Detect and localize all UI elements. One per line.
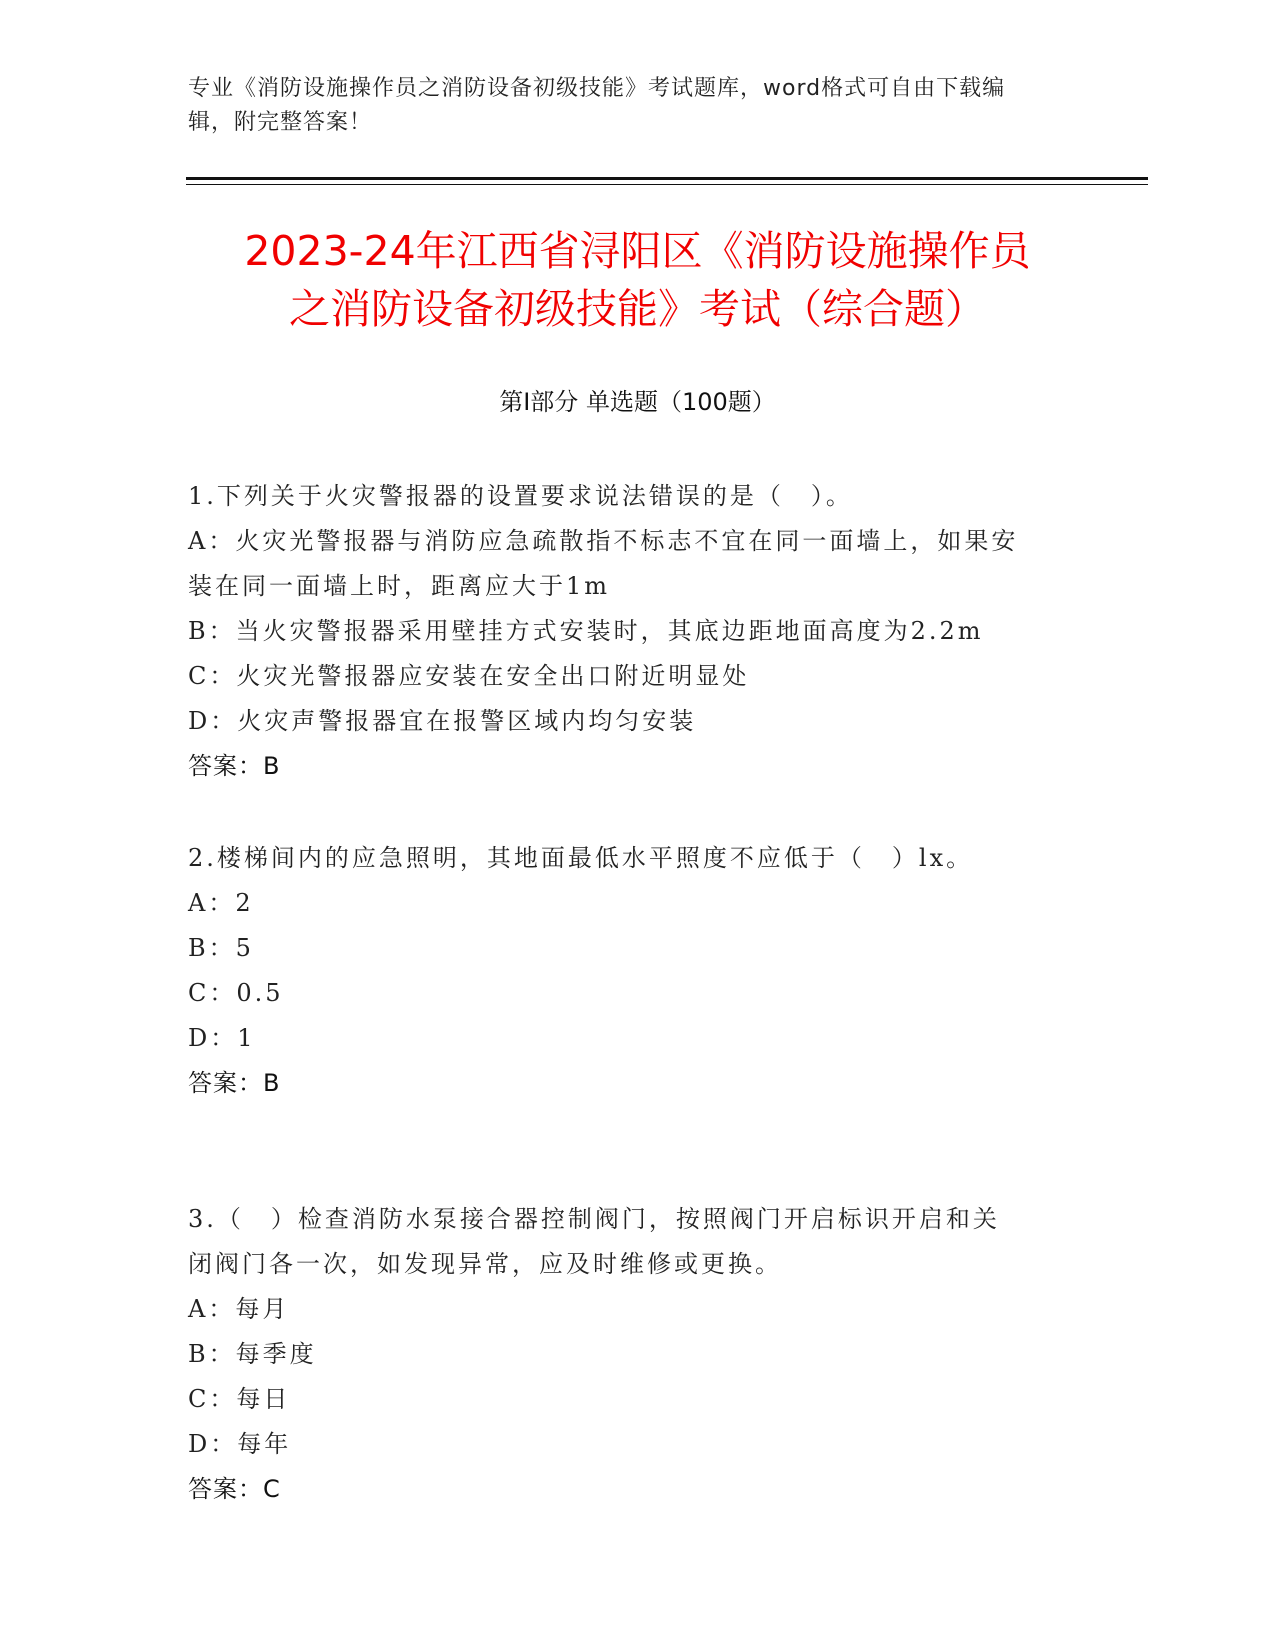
question-stem: 1.下列关于火灾警报器的设置要求说法错误的是（ ）。: [188, 482, 853, 510]
option-b: B：每季度: [188, 1340, 317, 1368]
answer-line: 答案：B: [188, 752, 281, 780]
question-stem: 2.楼梯间内的应急照明，其地面最低水平照度不应低于（ ）lx。: [188, 844, 974, 872]
option-c: C：0.5: [188, 979, 284, 1007]
question-block: [188, 1197, 1088, 1512]
option-d: D：每年: [188, 1430, 292, 1458]
header-note-line: 专业《消防设施操作员之消防设备初级技能》考试题库，word格式可自由下载编: [188, 76, 1006, 101]
question-block: [188, 474, 1088, 789]
option-d: D：1: [188, 1024, 256, 1052]
option-a-continued: 装在同一面墙上时，距离应大于1m: [188, 572, 611, 600]
question-stem-continued: 闭阀门各一次，如发现异常，应及时维修或更换。: [188, 1250, 782, 1278]
option-a: A：火灾光警报器与消防应急疏散指不标志不宜在同一面墙上，如果安: [188, 527, 1019, 555]
header-divider-thin: [186, 184, 1148, 185]
option-c: C：火灾光警报器应安装在安全出口附近明显处: [188, 662, 750, 690]
document-title-line: 2023-24年江西省浔阳区《消防设施操作员: [244, 227, 1031, 275]
option-b: B：当火灾警报器采用壁挂方式安装时，其底边距地面高度为2.2m: [188, 617, 984, 645]
header-divider-thick: [186, 177, 1148, 180]
question-block: [188, 836, 1088, 1106]
document-title-line: 之消防设备初级技能》考试（综合题）: [289, 285, 986, 333]
answer-line: 答案：B: [188, 1069, 281, 1097]
document-title: [150, 222, 1125, 338]
header-note: [188, 72, 1068, 140]
section-heading: 第Ⅰ部分 单选题（100题）: [499, 388, 776, 416]
option-b: B：5: [188, 934, 254, 962]
question-stem: 3.（ ）检查消防水泵接合器控制阀门，按照阀门开启标识开启和关: [188, 1205, 1000, 1233]
option-d: D：火灾声警报器宜在报警区域内均匀安装: [188, 707, 697, 735]
answer-line: 答案：C: [188, 1475, 281, 1503]
option-a: A：2: [188, 889, 254, 917]
option-a: A：每月: [188, 1295, 290, 1323]
header-note-line: 辑，附完整答案！: [188, 110, 373, 135]
option-c: C：每日: [188, 1385, 291, 1413]
